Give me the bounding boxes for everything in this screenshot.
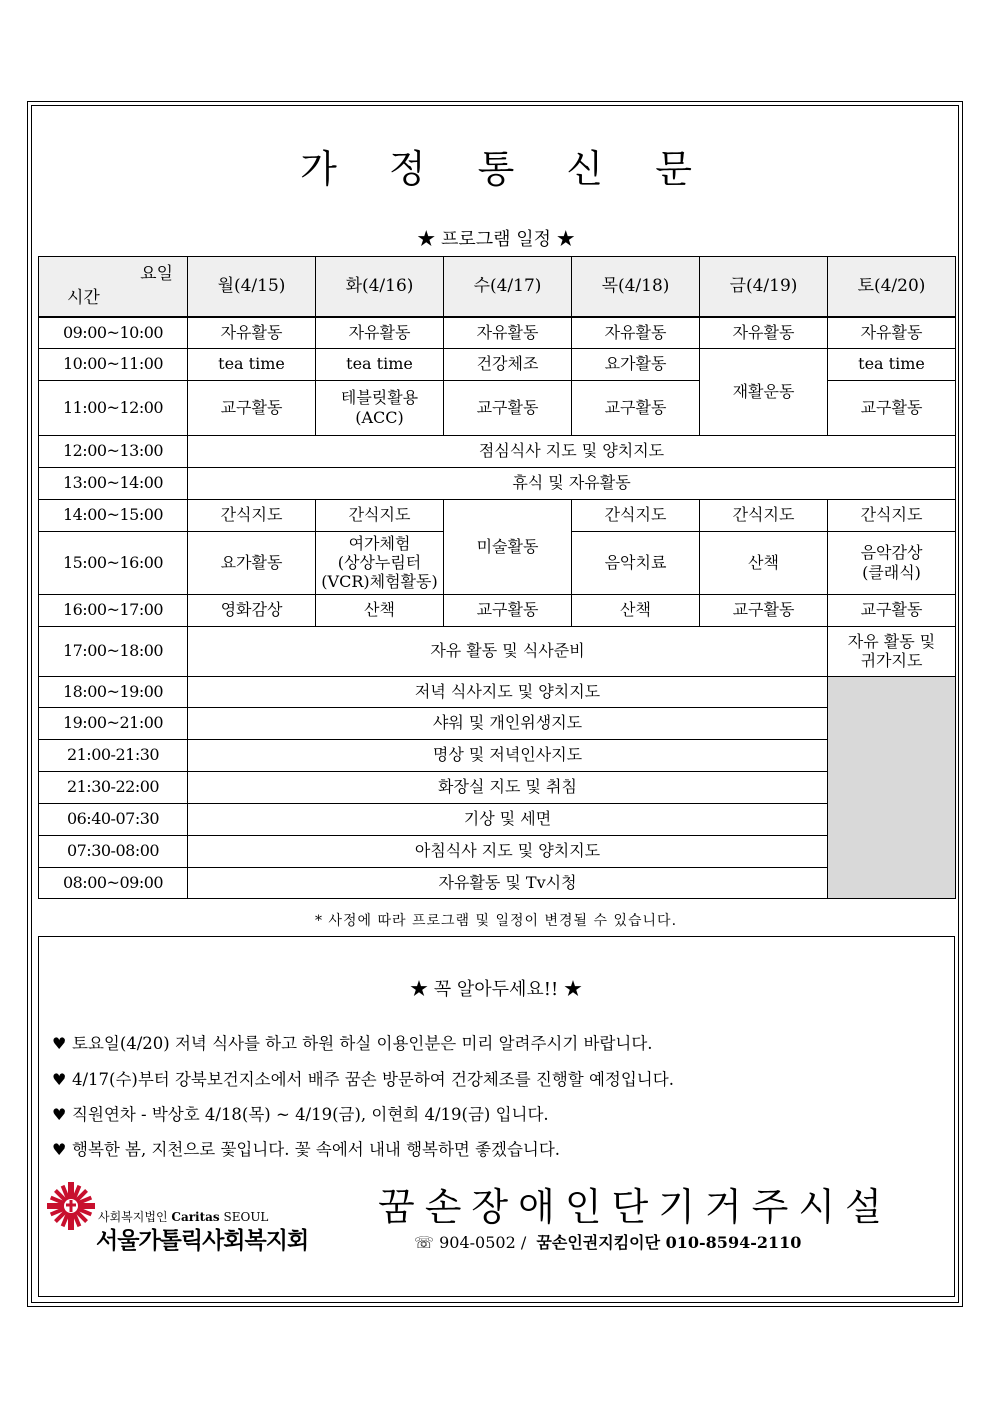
table-row (39, 435, 956, 467)
cell-line: 자유 활동 및 (847, 631, 936, 651)
time-label: 시간 (67, 287, 100, 308)
schedule-cell: 교구활동 (828, 594, 956, 626)
heart-icon: ♥ (52, 1140, 67, 1159)
phone-icon: ☏ (414, 1233, 435, 1252)
notice-item (52, 1101, 549, 1125)
time-cell: 10:00~11:00 (39, 348, 188, 380)
heart-icon: ♥ (52, 1070, 67, 1089)
logo-brand: Caritas (171, 1210, 220, 1224)
time-cell: 13:00~14:00 (39, 467, 188, 499)
schedule-cell: 산책 (700, 531, 828, 594)
notice-item (52, 1030, 653, 1054)
notice-item (52, 1136, 560, 1160)
time-cell: 08:00~09:00 (39, 867, 188, 898)
schedule-cell-empty (828, 676, 956, 898)
schedule-cell: 교구활동 (444, 380, 572, 435)
cell-line: (ACC) (355, 407, 404, 427)
schedule-cell: 자유활동 (572, 317, 700, 348)
cell-line: 귀가지도 (860, 651, 923, 670)
schedule-cell: 산책 (316, 594, 444, 626)
table-row (39, 707, 956, 739)
schedule-cell (316, 531, 444, 594)
schedule-cell: 요가활동 (572, 348, 700, 380)
table-row (39, 499, 956, 531)
facility-name: 꿈손장애인단기거주시설 (378, 1185, 892, 1229)
time-cell: 15:00~16:00 (39, 531, 188, 594)
phone-number: 904-0502 / (439, 1233, 527, 1252)
schedule-cell: 간식지도 (572, 499, 700, 531)
schedule-cell: 화장실 지도 및 취침 (188, 771, 828, 803)
table-row (39, 739, 956, 771)
day-header-mon: 월(4/15) (188, 257, 316, 318)
notice-text: 토요일(4/20) 저녁 식사를 하고 하원 하실 이용인분은 미리 알려주시기 바랍니다. (72, 1034, 653, 1053)
cell-line: 여가체험 (348, 533, 411, 553)
table-row (39, 676, 956, 707)
table-row (39, 803, 956, 835)
schedule-cell: 자유활동 (828, 317, 956, 348)
schedule-cell: 자유활동 (700, 317, 828, 348)
time-cell: 19:00~21:00 (39, 707, 188, 739)
schedule-cell: 간식지도 (700, 499, 828, 531)
day-header-thu: 목(4/18) (572, 257, 700, 318)
contact-line (414, 1230, 801, 1253)
schedule-cell-prep: 자유 활동 및 식사준비 (188, 626, 828, 676)
day-header-tue: 화(4/16) (316, 257, 444, 318)
schedule-cell: 명상 및 저녁인사지도 (188, 739, 828, 771)
time-cell: 17:00~18:00 (39, 626, 188, 676)
schedule-cell: 간식지도 (316, 499, 444, 531)
schedule-cell-art: 미술활동 (444, 499, 572, 594)
schedule-cell: 교구활동 (828, 380, 956, 435)
schedule-cell: 교구활동 (444, 594, 572, 626)
schedule-cell: 음악치료 (572, 531, 700, 594)
table-row (39, 867, 956, 898)
table-row (39, 317, 956, 348)
schedule-cell: 산책 (572, 594, 700, 626)
time-cell: 12:00~13:00 (39, 435, 188, 467)
team-contact: 꿈손인권지킴이단 010-8594-2110 (536, 1233, 802, 1252)
time-cell: 11:00~12:00 (39, 380, 188, 435)
day-header-wed: 수(4/17) (444, 257, 572, 318)
time-cell: 06:40-07:30 (39, 803, 188, 835)
time-cell: 21:00-21:30 (39, 739, 188, 771)
day-label: 요일 (140, 264, 173, 284)
cell-line: (VCR)체험활동) (321, 572, 438, 592)
logo-prefix: 사회복지법인 (98, 1210, 168, 1224)
schedule-cell: 기상 및 세면 (188, 803, 828, 835)
schedule-cell: tea time (828, 348, 956, 380)
corner-header (39, 257, 188, 318)
time-cell: 18:00~19:00 (39, 676, 188, 707)
heart-icon: ♥ (52, 1105, 67, 1124)
table-row (39, 467, 956, 499)
schedule-cell: tea time (188, 348, 316, 380)
schedule-cell: 자유활동 (316, 317, 444, 348)
schedule-cell: 교구활동 (188, 380, 316, 435)
schedule-cell: 건강체조 (444, 348, 572, 380)
time-cell: 09:00~10:00 (39, 317, 188, 348)
table-row (39, 835, 956, 867)
heart-icon: ♥ (52, 1034, 67, 1053)
organization-name: 서울가톨릭사회복지회 (96, 1228, 309, 1254)
day-header-fri: 금(4/19) (700, 257, 828, 318)
schedule-cell: 자유활동 (188, 317, 316, 348)
page-title: 가 정 통 신 문 (300, 147, 712, 191)
schedule-cell: 간식지도 (188, 499, 316, 531)
notice-text: 직원연차 - 박상호 4/18(목) ~ 4/19(금), 이현희 4/19(금) 입니다. (72, 1105, 549, 1124)
schedule-cell: tea time (316, 348, 444, 380)
schedule-cell (828, 626, 956, 676)
notice-text: 4/17(수)부터 강북보건지소에서 배주 꿈손 방문하여 건강체조를 진행할 예정입니다. (72, 1070, 674, 1089)
schedule-note: * 사정에 따라 프로그램 및 일정이 변경될 수 있습니다. (314, 913, 678, 929)
notice-item (52, 1066, 674, 1090)
schedule-cell: 요가활동 (188, 531, 316, 594)
cell-line: 테블릿활용 (340, 388, 419, 408)
schedule-cell (828, 531, 956, 594)
table-row (39, 348, 956, 380)
time-cell: 14:00~15:00 (39, 499, 188, 531)
schedule-title: ★ 프로그램 일정 ★ (417, 229, 575, 250)
schedule-cell: 교구활동 (700, 594, 828, 626)
time-cell: 16:00~17:00 (39, 594, 188, 626)
header-row (39, 257, 956, 318)
table-row (39, 771, 956, 803)
table-row (39, 626, 956, 676)
logo-city: SEOUL (223, 1210, 269, 1224)
schedule-cell: 교구활동 (572, 380, 700, 435)
schedule-cell: 간식지도 (828, 499, 956, 531)
day-header-sat: 토(4/20) (828, 257, 956, 318)
schedule-table (38, 256, 956, 899)
notice-text: 행복한 봄, 지천으로 꽃입니다. 꽃 속에서 내내 행복하면 좋겠습니다. (72, 1140, 561, 1159)
schedule-cell (316, 380, 444, 435)
notice-title: ★ 꼭 알아두세요!! ★ (410, 979, 582, 1000)
schedule-cell-rest: 휴식 및 자유활동 (188, 467, 956, 499)
time-cell: 21:30-22:00 (39, 771, 188, 803)
cell-line: (상상누림터 (337, 552, 422, 572)
schedule-cell: 저녁 식사지도 및 양치지도 (188, 676, 828, 707)
schedule-cell-lunch: 점심식사 지도 및 양치지도 (188, 435, 956, 467)
schedule-cell: 아침식사 지도 및 양치지도 (188, 835, 828, 867)
schedule-cell: 샤워 및 개인위생지도 (188, 707, 828, 739)
schedule-cell-rehab: 재활운동 (700, 348, 828, 435)
schedule-cell: 영화감상 (188, 594, 316, 626)
time-cell: 07:30-08:00 (39, 835, 188, 867)
schedule-cell: 자유활동 및 Tv시청 (188, 867, 828, 898)
cell-line: 음악감상 (860, 543, 923, 563)
schedule-cell: 자유활동 (444, 317, 572, 348)
table-row (39, 594, 956, 626)
cell-line: (클래식) (862, 562, 921, 582)
